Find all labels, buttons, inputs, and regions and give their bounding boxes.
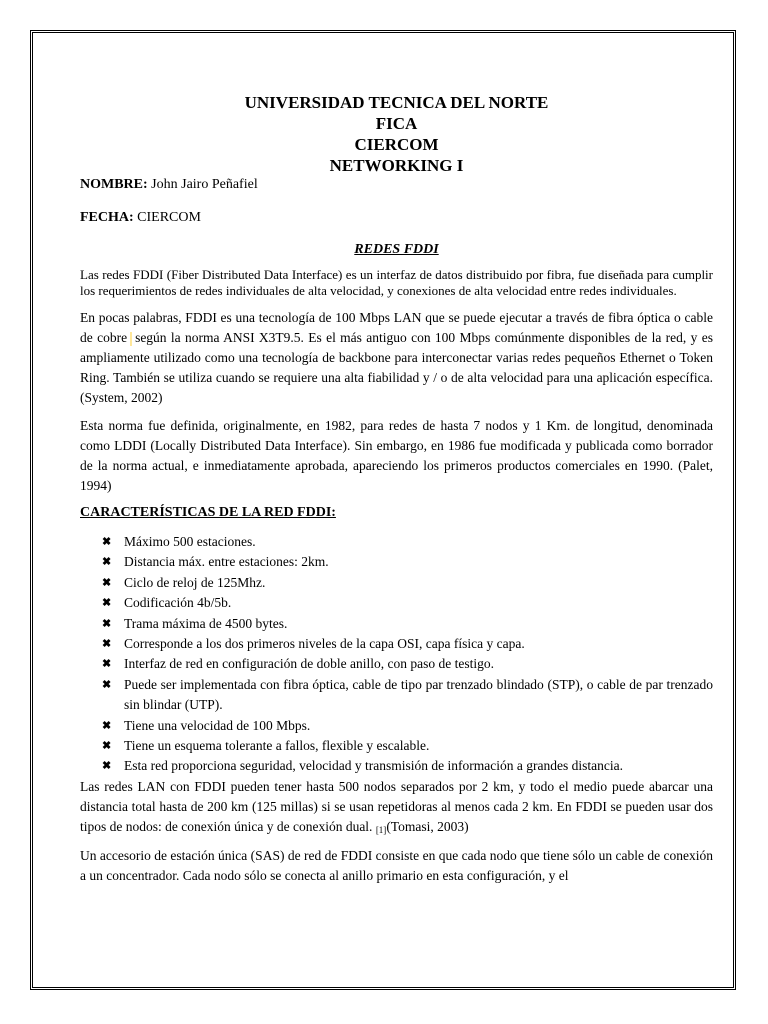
cross-bullet-icon: ✖ <box>102 760 112 773</box>
paragraph-sas: Un accesorio de estación única (SAS) de red de FDDI consiste en que cada nodo que tiene sólo un cable de conexión a un concentrador. Cada nodo sólo se conecta al anillo primario en esta configuración, y el <box>80 847 713 883</box>
features-heading: CARACTERÍSTICAS DE LA RED FDDI: <box>80 505 336 520</box>
school-name: CIERCOM <box>354 135 439 154</box>
paragraph-lan-cite: (Tomasi, 2003) <box>386 818 469 834</box>
feature-text: Puede ser implementada con fibra óptica, cable de tipo par trenzado blindado (STP), o cable de par trenzado sin blindar (UTP). <box>124 676 713 713</box>
cross-bullet-icon: ✖ <box>102 576 112 589</box>
feature-text: Tiene una velocidad de 100 Mbps. <box>124 717 311 733</box>
university-name: UNIVERSIDAD TECNICA DEL NORTE <box>244 93 549 112</box>
date-field <box>80 209 713 227</box>
feature-text: Codificación 4b/5b. <box>124 595 232 611</box>
section-main-title: REDES FDDI <box>354 242 439 257</box>
feature-item <box>102 593 713 613</box>
features-list <box>80 532 713 777</box>
document-body <box>80 92 713 894</box>
cross-bullet-icon: ✖ <box>102 638 112 651</box>
feature-item <box>102 654 713 674</box>
feature-item <box>102 736 713 756</box>
feature-item <box>102 552 713 572</box>
name-value: John Jairo Peñafiel <box>151 177 258 192</box>
feature-item <box>102 675 713 716</box>
paragraph-fddi-tech-part2: según la norma ANSI X3T9.5. Es el más antiguo con 100 Mbps comúnmente disponibles de la red, y es ampliamente utilizado como una tecnología de backbone para interconectar varias redes pequeños Ethernet o Token Ring. También se utiliza cuando se requiere una alta fiabilidad y / o de alta velocidad para una aplicación específica. (System, 2002) <box>80 330 713 405</box>
feature-item <box>102 716 713 736</box>
intro-paragraph: Las redes FDDI (Fiber Distributed Data Interface) es un interfaz de datos distribuido por fibra, fue diseñada para cumplir los requerimientos de redes individuales de alta velocidad, y conexiones de alta velocidad entre redes individuales. <box>80 267 713 298</box>
cross-bullet-icon: ✖ <box>102 658 112 671</box>
feature-item <box>102 573 713 593</box>
feature-text: Corresponde a los dos primeros niveles de la capa OSI, capa física y capa. <box>124 636 525 652</box>
document-header <box>80 92 713 176</box>
date-label: FECHA: <box>80 210 134 225</box>
paragraph-history: Esta norma fue definida, originalmente, en 1982, para redes de hasta 7 nodos y 1 Km. de longitud, denominada como LDDI (Locally Distributed Data Interface). Sin embargo, en 1986 fue modificada y publicada como borrador de la norma actual, e inmediatamente aprobada, apareciendo los primeros productos comerciales en 1990. (Palet, 1994) <box>80 418 713 493</box>
feature-text: Interfaz de red en configuración de doble anillo, con paso de testigo. <box>124 656 494 672</box>
text-cursor <box>130 332 132 346</box>
cross-bullet-icon: ✖ <box>102 740 112 753</box>
feature-text: Ciclo de reloj de 125Mhz. <box>124 574 266 590</box>
feature-text: Esta red proporciona seguridad, velocidad y transmisión de información a grandes distancia. <box>124 758 623 774</box>
feature-text: Trama máxima de 4500 bytes. <box>124 615 288 631</box>
cross-bullet-icon: ✖ <box>102 556 112 569</box>
date-value: CIERCOM <box>137 210 201 225</box>
reference-marker: [1] <box>375 824 387 835</box>
feature-text: Tiene un esquema tolerante a fallos, flexible y escalable. <box>124 738 430 754</box>
paragraph-fddi-tech <box>80 308 713 408</box>
cross-bullet-icon: ✖ <box>102 617 112 630</box>
feature-item <box>102 614 713 634</box>
cross-bullet-icon: ✖ <box>102 678 112 691</box>
paragraph-fddi-tech-part1: En pocas palabras, FDDI es una tecnología de 100 Mbps LAN que se puede ejecutar a través de fibra óptica o cable de cobre <box>80 310 713 345</box>
feature-item <box>102 532 713 552</box>
feature-item <box>102 756 713 776</box>
cross-bullet-icon: ✖ <box>102 536 112 548</box>
paragraph-lan <box>80 777 713 838</box>
cross-bullet-icon: ✖ <box>102 597 112 610</box>
feature-item <box>102 634 713 654</box>
course-name: NETWORKING I <box>329 156 464 175</box>
name-label: NOMBRE: <box>80 177 148 192</box>
feature-text: Máximo 500 estaciones. <box>124 534 256 549</box>
name-field <box>80 176 713 194</box>
feature-text: Distancia máx. entre estaciones: 2km. <box>124 554 329 570</box>
cross-bullet-icon: ✖ <box>102 719 112 732</box>
paragraph-lan-text: Las redes LAN con FDDI pueden tener hasta 500 nodos separados por 2 km, y todo el medio puede abarcar una distancia total hasta de 200 km (125 millas) si se usan repetidoras al menos cada 2 km. En FDDI se pueden usar dos tipos de nodos: de conexión única y de conexión dual. <box>80 778 713 834</box>
faculty-name: FICA <box>375 114 418 133</box>
